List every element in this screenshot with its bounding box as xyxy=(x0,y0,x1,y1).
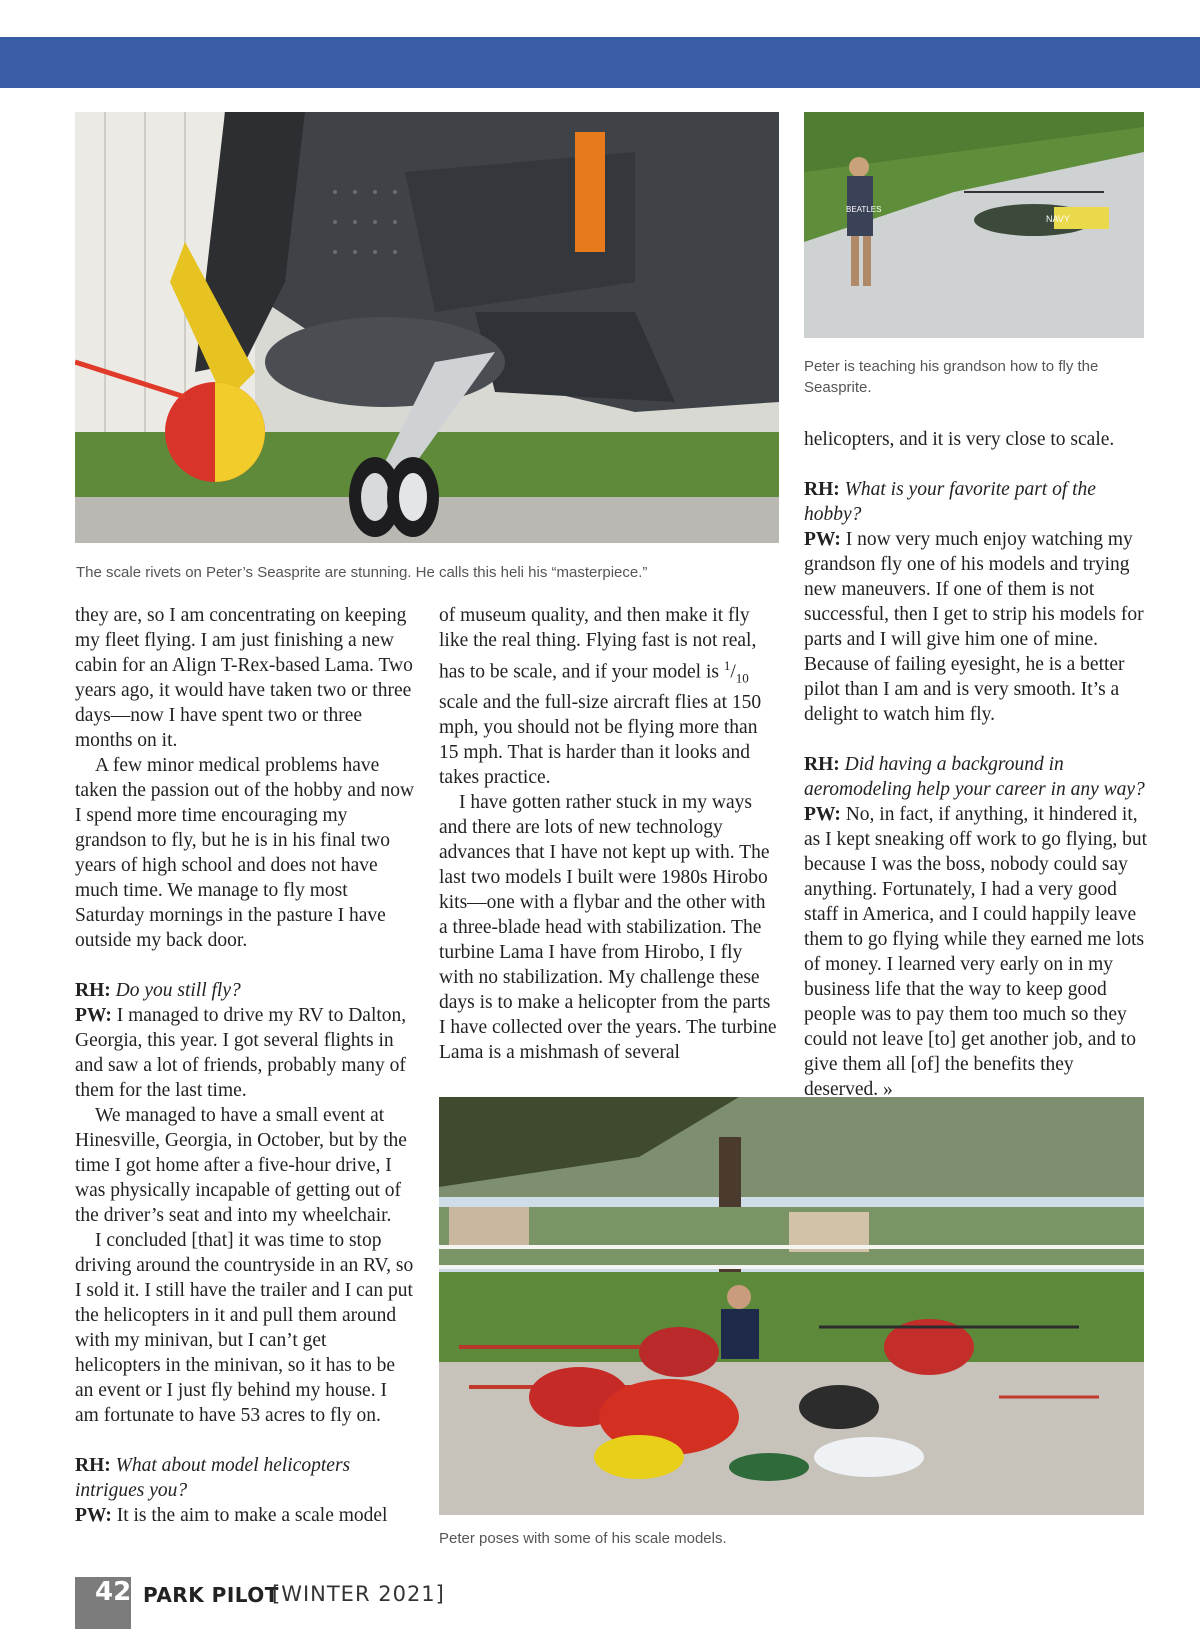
col3-question-2-text: Did having a background in aeromodeling help your career in any way? xyxy=(804,754,1145,800)
rh-label: RH: xyxy=(75,1455,111,1476)
caption-grandson: Peter is teaching his grandson how to fly the Seasprite. xyxy=(804,358,1099,396)
col1-paragraph-2: A few minor medical problems have taken the passion out of the hobby and now I spend more time encouraging my grandson to fly, but he is in his final two years of high school and does not have much time. We manage to fly most Saturday mornings in the pasture I have outside my back door. xyxy=(75,755,415,951)
col3-answer-1 xyxy=(804,527,1149,727)
col1-answer-1-text: I managed to drive my RV to Dalton, Georgia, this year. I got several flights in and saw a lot of friends, probably many of them for the last time. xyxy=(75,1005,407,1101)
helicopter-navy-text: NAVY xyxy=(1046,214,1070,224)
col3-answer-2-text: No, in fact, if anything, it hindered it, as I kept sneaking off work to go flying, but because I was the boss, nobody could say anything. Fortunately, I had a very good staff in America, and I could happily leave them to go flying while they earned me lots of money. I learned very early on in my business life that the way to keep good people was to pay them too much so they could not leave [to] get another job, and to give them all [of] the benefits they deserved. » xyxy=(804,804,1148,1100)
photo-scale-models xyxy=(439,1097,1144,1515)
col3-question-1-text: What is your favorite part of the hobby? xyxy=(804,479,1096,525)
col1-answer-2-text: It is the aim to make a scale model xyxy=(116,1505,388,1526)
col1-question-2 xyxy=(75,1453,415,1503)
col3-paragraph-1: helicopters, and it is very close to scale. xyxy=(804,429,1115,450)
rh-label: RH: xyxy=(804,754,840,775)
magazine-title: PARK PILOT xyxy=(143,1583,279,1607)
pw-label: PW: xyxy=(75,1505,112,1526)
col2-paragraph-1a: of museum quality, and then make it fly like the real thing. Flying fast is not real, has to be scale, and if your model is xyxy=(439,605,757,683)
col3-question-1 xyxy=(804,477,1149,527)
page-number: 42 xyxy=(95,1577,132,1607)
col2-paragraph-1b: scale and the full-size aircraft flies at 150 mph, you should not be flying more than 15 mph. That is harder than it looks and takes practice. xyxy=(439,692,762,789)
col1-question-1 xyxy=(75,978,415,1003)
page-footer xyxy=(75,1577,575,1629)
header-band xyxy=(0,37,1200,88)
shirt-text: BEATLES xyxy=(846,205,882,214)
col1-paragraph-1: they are, so I am concentrating on keeping my fleet flying. I am just finishing a new cabin for an Align T-Rex-based Lama. Two years ago, it would have taken two or three days—now I have spent two or three months on it. xyxy=(75,605,413,751)
fraction-denominator: 10 xyxy=(735,670,749,686)
col3-answer-1-text: I now very much enjoy watching my grandson fly one of his models and trying new maneuvers. If one of them is not successful, then I get to strip his models for parts and I will give him one of mine. Because of failing eyesight, he is a better pilot than I am and is very smooth. It’s a delight to watch him fly. xyxy=(804,529,1144,725)
article-column-2 xyxy=(439,603,779,1065)
photo-seasprite-closeup xyxy=(75,112,779,543)
fraction-slash: / xyxy=(730,661,736,683)
col3-answer-2 xyxy=(804,802,1149,1102)
photo-grandson xyxy=(804,112,1144,338)
rh-label: RH: xyxy=(75,980,111,1001)
col1-paragraph-4: I concluded [that] it was time to stop driving around the countryside in an RV, so I sold it. I still have the trailer and I can put the helicopters in it and pull them around with my minivan, but I can’t get helicopters in the minivan, so it has to be an event or I just fly behind my house. I am fortunate to have 53 acres to fly on. xyxy=(75,1230,414,1426)
col1-answer-1 xyxy=(75,1003,415,1103)
col2-paragraph-2: I have gotten rather stuck in my ways and there are lots of new technology advances that I have not kept up with. The last two models I built were 1980s Hirobo kits—one with a flybar and the other with a three-blade head with stabilization. The turbine Lama I have from Hirobo, I fly with no stabilization. My challenge these days is to make a helicopter from the parts I have collected over the years. The turbine Lama is a mishmash of several xyxy=(439,792,777,1064)
rh-label: RH: xyxy=(804,479,840,500)
pw-label: PW: xyxy=(804,804,841,825)
article-column-3 xyxy=(804,427,1149,1102)
col3-question-2 xyxy=(804,752,1149,802)
pw-label: PW: xyxy=(804,529,841,550)
issue-label: [WINTER 2021] xyxy=(272,1582,445,1606)
col1-question-1-text: Do you still fly? xyxy=(115,980,241,1001)
pw-label: PW: xyxy=(75,1005,112,1026)
caption-seasprite-rivets: The scale rivets on Peter’s Seasprite are stunning. He calls this heli his “masterpiece.” xyxy=(76,564,648,581)
fraction-numerator: 1 xyxy=(723,658,731,673)
caption-scale-models: Peter poses with some of his scale models. xyxy=(439,1530,727,1547)
col1-question-2-text: What about model helicopters intrigues you? xyxy=(75,1455,351,1501)
article-column-1 xyxy=(75,603,415,1528)
col2-paragraph-1 xyxy=(439,603,779,790)
col1-paragraph-3: We managed to have a small event at Hinesville, Georgia, in October, but by the time I got home after a five-hour drive, I was physically incapable of getting out of the driver’s seat and into my wheelchair. xyxy=(75,1105,407,1226)
col1-answer-2 xyxy=(75,1503,415,1528)
